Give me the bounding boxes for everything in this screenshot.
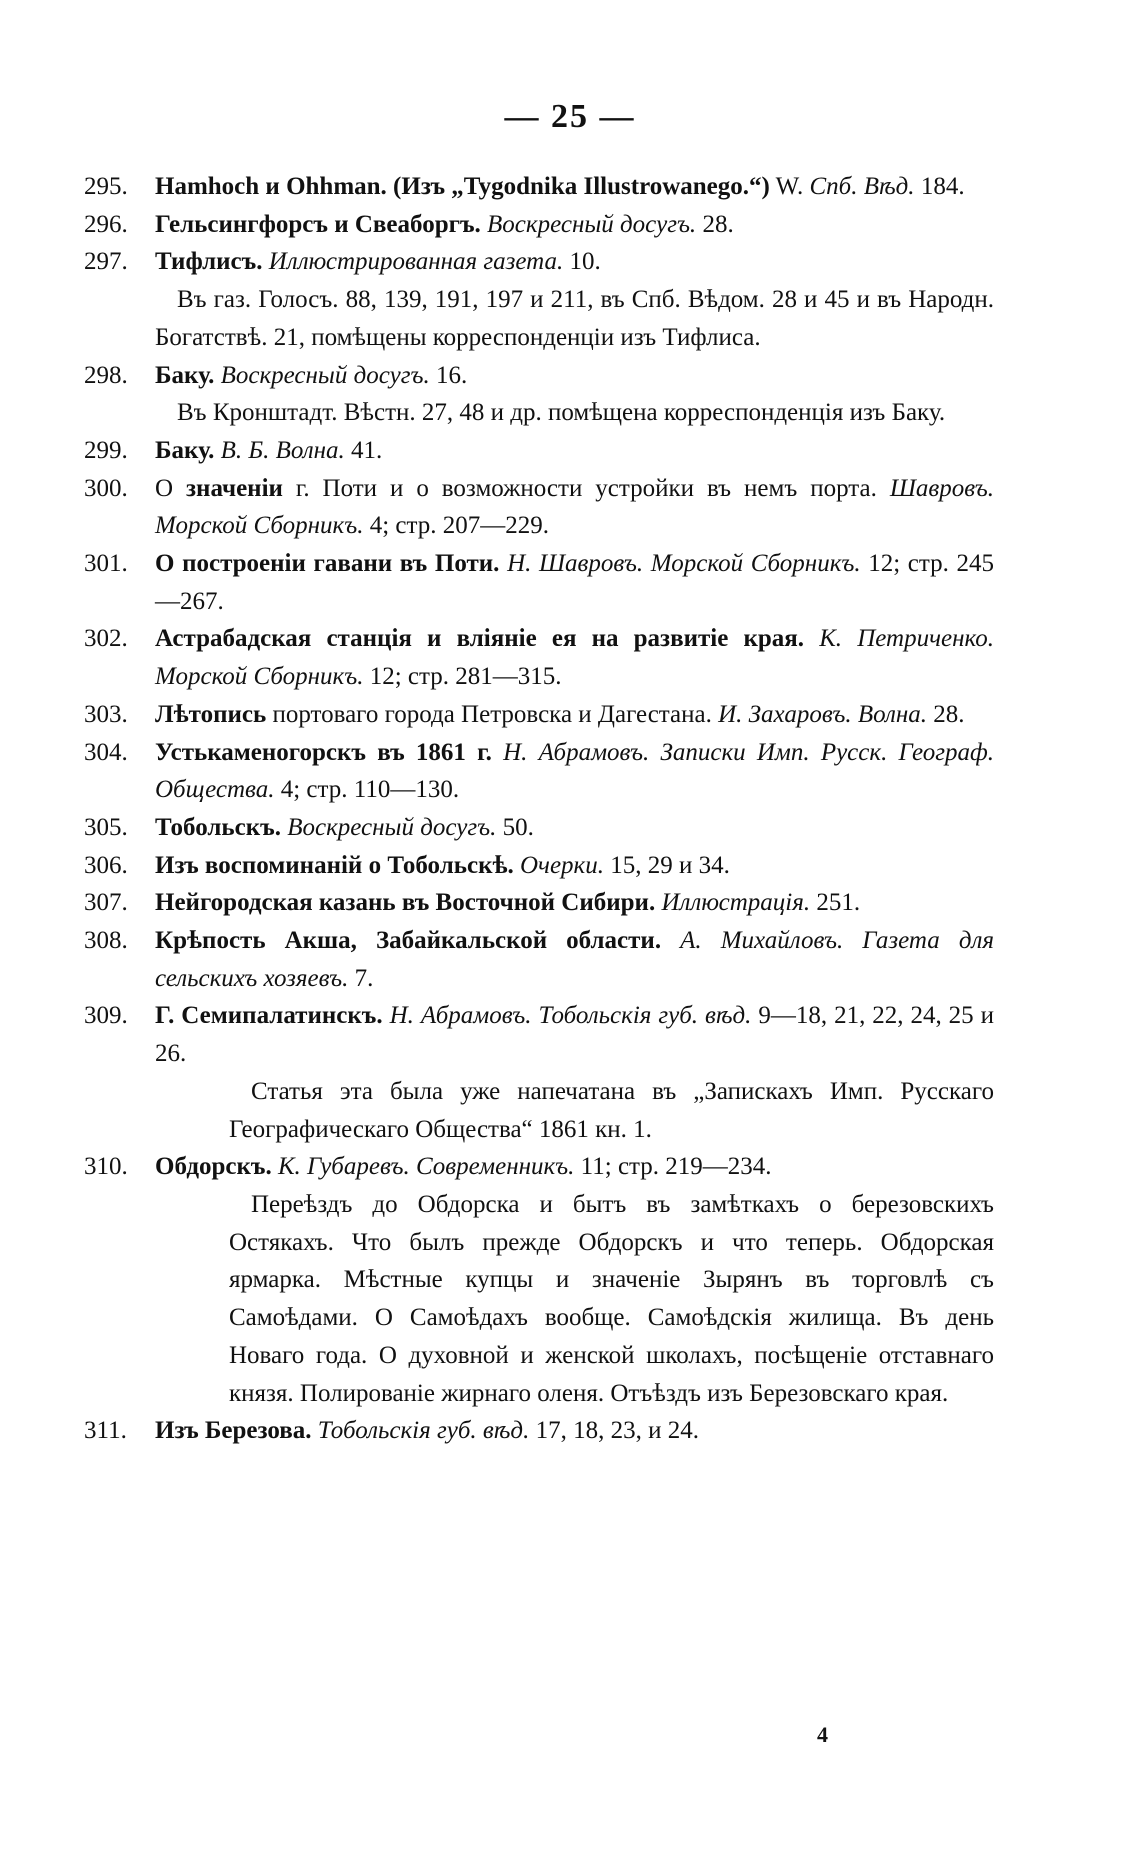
entry-text: 50. — [496, 813, 534, 841]
entry-source: К. Петриченко. Морской Сборникъ. — [155, 625, 994, 691]
entry-text: 15, 29 и 34. — [604, 851, 730, 879]
entry-text: Въ газ. — [177, 286, 259, 314]
bibliography-entry — [84, 545, 994, 620]
entry-source: Спб. Вѣдом. — [631, 286, 765, 314]
entry-number: 296. — [84, 210, 128, 238]
bibliography-entry — [84, 696, 994, 734]
bibliography-entry — [84, 357, 994, 395]
entry-text: 28. — [927, 700, 965, 728]
entry-source: Воскресный досугъ. — [220, 361, 430, 389]
bibliography-entry — [84, 847, 994, 885]
entry-text — [499, 550, 507, 577]
entry-title: Астрабадская станція и вліяніе ея на развитіе края. — [155, 625, 805, 653]
entry-text: 21, помѣщены корреспонденціи изъ Тифлиса. — [267, 323, 761, 351]
entry-text: 10. — [563, 248, 601, 276]
page-number: — 25 — — [504, 98, 636, 135]
entry-number: 297. — [84, 248, 128, 276]
entry-title: Г. Семипалатинскъ. — [155, 1002, 383, 1030]
entry-title: Hamhoch и Ohhman. (Изъ „Tygodnika Illustrowanego.“) — [155, 173, 770, 200]
entry-text: 9—18, 21, 22, 24, 25 и 26. — [155, 1002, 995, 1068]
entry-title: Гельсингфорсъ и Свеаборгъ. — [155, 210, 481, 238]
entry-text: 4; стр. 110—130. — [274, 776, 460, 804]
entry-source: Спб. Вѣд. — [809, 173, 915, 200]
entry-text — [804, 625, 819, 652]
entry-text: 4; стр. 207—229. — [363, 512, 550, 540]
entry-title: Нейгородская казань въ Восточной Сибири. — [155, 889, 656, 917]
entry-number: 295. — [84, 173, 128, 200]
bibliography-entry — [84, 734, 994, 809]
entry-source: Н. Шавровъ. Морской Сборникъ. — [507, 550, 861, 578]
entry-number: 298. — [84, 361, 128, 389]
entry-source: Н. Абрамовъ. Тобольскія губ. вѣд. — [389, 1002, 752, 1030]
entry-number: 304. — [84, 738, 128, 766]
entry-text: 16. — [429, 361, 468, 389]
entry-text — [383, 1002, 390, 1029]
entry-note — [84, 281, 994, 356]
entry-number: 302. — [84, 625, 128, 653]
entry-source: Иллюстрація. — [661, 889, 811, 917]
entry-title: Баку. — [155, 436, 215, 464]
entry-text: 184. — [914, 173, 965, 200]
entry-note: Переѣздъ до Обдорска и бытъ въ замѣткахъ о березовскихъ Остякахъ. Что былъ прежде Обдорскъ и что теперь. Обдорская ярмарка. Мѣстные купцы и значеніе Зырянъ въ торговлѣ съ Самоѣдами. О Самоѣдахъ вообще. Самоѣдскія жилища. Въ день Новаго года. О духовной и женской школахъ, посѣщеніе отставнаго князя. Полированіе жирнаго оленя. Отъѣздъ изъ Березовскаго края. — [229, 1190, 994, 1407]
entry-source: Народн. Богатствѣ. — [155, 286, 994, 351]
entry-source: Голосъ. — [258, 286, 339, 314]
entry-number: 311. — [84, 1417, 127, 1445]
bibliography-entry — [84, 1148, 994, 1186]
bibliography-entry — [84, 168, 994, 206]
entry-number: 309. — [84, 1002, 128, 1030]
entry-title: Устькаменогорскъ въ 1861 г. — [155, 738, 492, 766]
entry-text — [661, 927, 680, 954]
entry-text: W. — [769, 173, 810, 200]
entry-title: Лѣтопись — [155, 700, 267, 728]
entry-title: Баку. — [155, 361, 215, 389]
entry-number: 307. — [84, 889, 128, 917]
entry-text — [492, 739, 503, 766]
entry-text: портоваго города Петровска и Дагестана. — [266, 700, 719, 728]
entry-note: Статья эта была уже напечатана въ „Запискахъ Имп. Русскаго Географическаго Общества“ 1861 кн. 1. — [229, 1077, 994, 1143]
entry-text: 17, 18, 23, и 24. — [529, 1417, 699, 1445]
entry-title: Тифлисъ. — [155, 248, 263, 276]
entry-source: Н. Абрамовъ. Записки Имп. Русск. Географ. Общества. — [155, 738, 995, 804]
entry-text: О — [155, 474, 187, 502]
entry-number: 306. — [84, 851, 128, 879]
entry-number: 300. — [84, 474, 128, 502]
bibliography-entry — [84, 620, 994, 695]
entry-text: 41. — [344, 436, 383, 464]
entry-text: 12; стр. 281—315. — [363, 663, 562, 691]
bibliography-entry — [84, 809, 994, 847]
entry-text: 28 и 45 и въ — [764, 286, 909, 314]
entry-text: 12; стр. 245—267. — [155, 550, 995, 615]
entry-source: В. Б. Волна. — [220, 436, 345, 464]
entry-number: 310. — [84, 1153, 128, 1181]
entry-text: Въ — [177, 399, 213, 427]
entry-title: О построеніи гавани въ Поти. — [155, 550, 500, 578]
entry-source: А. Михайловъ. Газета для сельскихъ хозяевъ. — [155, 927, 994, 992]
signature-mark: 4 — [817, 1722, 828, 1747]
entry-source: К. Губаревъ. Современникъ. — [277, 1153, 575, 1181]
bibliography-entry — [84, 432, 994, 470]
entry-number: 305. — [84, 813, 128, 841]
entry-text: 11; стр. 219—234. — [574, 1153, 772, 1181]
bibliography-entry — [84, 922, 994, 997]
bibliography-entry — [84, 1412, 994, 1450]
entry-number: 308. — [84, 927, 128, 955]
entry-source: Кронштадт. Вѣстн. — [212, 399, 416, 427]
entry-title: Изъ Березова. — [155, 1417, 312, 1445]
entry-source: Воскресный досугъ. — [287, 813, 497, 841]
entry-source: Тобольскія губ. вѣд. — [317, 1417, 530, 1445]
entry-title: Крѣпость Акша, Забайкальской области. — [155, 927, 662, 955]
bibliography-entry — [84, 206, 994, 244]
entry-number: 301. — [84, 550, 128, 578]
entry-source: И. Захаровъ. Волна. — [718, 700, 928, 728]
entry-number: 299. — [84, 436, 128, 464]
bibliography-entry — [84, 997, 994, 1072]
entry-title: Изъ воспоминаній о Тобольскѣ. — [155, 851, 514, 879]
entry-title: Тобольскъ. — [155, 813, 281, 841]
entry-source: Очерки. — [519, 851, 605, 879]
bibliography-list — [84, 168, 994, 1450]
entry-title: значеніи — [186, 474, 283, 502]
entry-source: Воскресный досугъ. — [487, 210, 697, 238]
entry-text: 251. — [810, 889, 861, 917]
entry-note — [84, 394, 994, 432]
entry-number: 303. — [84, 700, 128, 728]
entry-text: 7. — [348, 964, 374, 992]
entry-text: 88, 139, 191, 197 и 211, въ — [338, 286, 632, 314]
entry-text: 28. — [696, 210, 734, 238]
entry-text: г. Поти и о возможности устройки въ немъ порта. — [282, 474, 890, 502]
bibliography-entry — [84, 884, 994, 922]
bibliography-entry — [84, 470, 994, 545]
bibliography-entry — [84, 243, 994, 281]
entry-title: Обдорскъ. — [155, 1153, 272, 1181]
entry-source: Иллюстрированная газета. — [268, 248, 564, 276]
entry-text: 27, 48 и др. помѣщена корреспонденція изъ Баку. — [415, 399, 946, 427]
entry-source: Шавровъ. Морской Сборникъ. — [155, 474, 994, 540]
